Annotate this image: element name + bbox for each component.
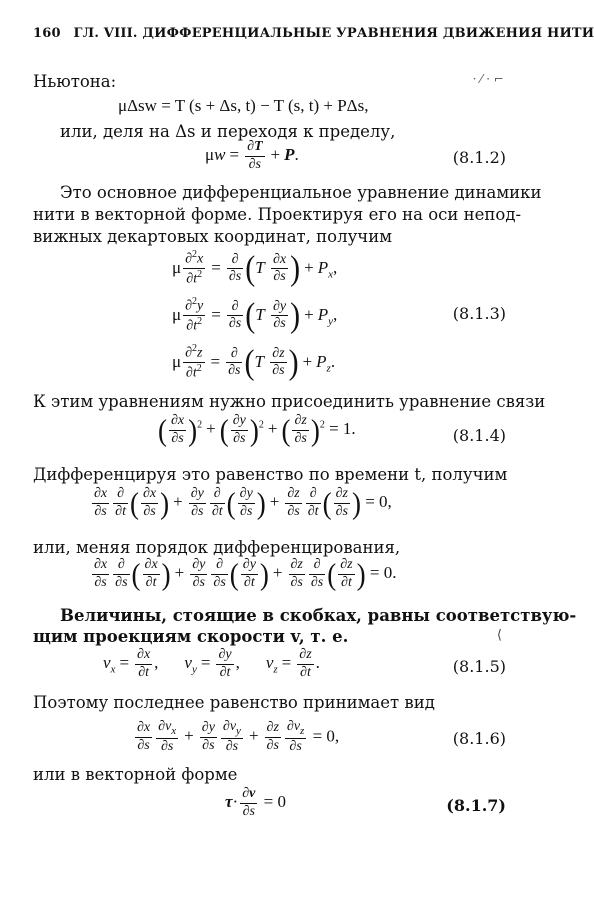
page-number: 160 [33,26,61,41]
para1-line2: нити в векторной форме. Проектируя его на оси непод- [33,205,522,224]
para3: Дифференцируя это равенство по времени t, получим [33,465,508,484]
newton-equation: μΔsw = T (s + Δs, t) − T (s, t) + PΔs, [118,96,369,115]
eq-number-8-1-6: 8.1.6 [459,729,500,748]
margin-mark: ⟨ [496,628,502,643]
para4: или, меняя порядок дифференцирования, [33,538,401,557]
equation-8-1-3-x: μ $\frac{\partial^2x}{\partial t^2}$ = $\frac{\partial}{\partial s}$ (T $\frac{\partial x}{\partial s}$ ) + $P_x$, [172,249,338,288]
para5-line2: щим проекциям скорости v, т. е. [33,627,349,646]
para2: К этим уравнениям нужно присоединить уравнение связи [33,392,546,411]
eq-number-8-1-2: 8.1.2 [459,148,500,167]
para7: или в векторной форме [33,765,238,784]
eq-zero-comma: = 0, [365,492,392,512]
eq7-rhs: = 0 [263,792,286,812]
chapter-title: ГЛ. VIII. ДИФФЕРЕНЦИАЛЬНЫЕ УРАВНЕНИЯ ДВИЖЕНИЯ НИТИ [73,26,594,41]
eq4-rhs: = 1. [329,419,356,439]
page-header [33,26,594,42]
eq-number-8-1-3: 8.1.3 [459,304,500,323]
text-dividing: или, деля на Δs и переходя к пределу, [60,122,396,141]
para5-line1: Величины, стоящие в скобках, равны соответствую- [60,606,577,625]
equation-swapped-order: $\frac{\partial x}{\partial s}$ $\frac{\partial}{\partial s}$ ( $\frac{\partial x}{\partial t}$ ) + $\frac{\partial y}{\partial s}$ $\frac{\partial}{\partial s}$ ( $\frac{\partial y}{\partial t}$ ) + $\frac{\partial z}{\partial s}$ $\frac{\partial}{\partial s}$ ( $\frac{\partial z}{\partial t}$ ) = 0. [94,556,397,591]
eq-number-8-1-5: 8.1.5 [459,657,500,676]
para1-line3: вижных декартовых координат, получим [33,227,393,246]
para1-line1: Это основное дифференциальное уравнение динамики [60,183,542,202]
stray-mark: · ⁄ ⋅ ⌐ [472,72,504,86]
equation-8-1-6: $\frac{\partial x}{\partial s}$ $\frac{\partial v_x}{\partial s}$ + $\frac{\partial y}{\partial s}$ $\frac{\partial v_y}{\partial s}$ + $\frac{\partial z}{\partial s}$ $\frac{\partial v_z}{\partial s}$ = 0, [137,719,340,755]
equation-8-1-3-z: μ $\frac{\partial^2z}{\partial t^2}$ = $\frac{\partial}{\partial s}$ (T $\frac{\partial z}{\partial s}$ ) + $P_z$. [172,343,336,382]
eq-zero-dot: = 0. [369,563,397,583]
equation-8-1-2: μw = $\frac{\partial T}{\partial s}$ + P. [205,139,299,172]
equation-time-derivative: $\frac{\partial x}{\partial s}$ $\frac{\partial}{\partial t}$ ( $\frac{\partial x}{\partial s}$ ) + $\frac{\partial y}{\partial s}$ $\frac{\partial}{\partial t}$ ( $\frac{\partial y}{\partial s}$ ) + $\frac{\partial z}{\partial s}$ $\frac{\partial}{\partial t}$ ( $\frac{\partial z}{\partial s}$ ) = 0, [94,485,392,520]
eq-number-8-1-7: 8.1.7 [453,796,499,815]
eq-number-8-1-4: 8.1.4 [459,426,500,445]
text-newton: Ньютона: [33,72,117,91]
equation-8-1-4: ( $\frac{\partial x}{\partial s}$ )$^2$ + ( $\frac{\partial y}{\partial s}$ )$^2$ + ( $\frac{\partial z}{\partial s}$ )$^2$ = 1. [158,412,356,447]
equation-8-1-5: $v_x$ = $\frac{\partial x}{\partial t}$ , $v_y$ = $\frac{\partial y}{\partial t}$ , $v_z$ = $\frac{\partial z}{\partial t}$ . [103,647,320,680]
eq6-rhs: = 0, [312,726,340,746]
equation-8-1-3-y: μ $\frac{\partial^2y}{\partial t^2}$ = $\frac{\partial}{\partial s}$ (T $\frac{\partial y}{\partial s}$ ) + $P_y$, [172,296,338,335]
para6: Поэтому последнее равенство принимает вид [33,693,435,712]
equation-8-1-7: τ· $\frac{\partial v}{\partial s}$ = 0 [225,786,286,819]
